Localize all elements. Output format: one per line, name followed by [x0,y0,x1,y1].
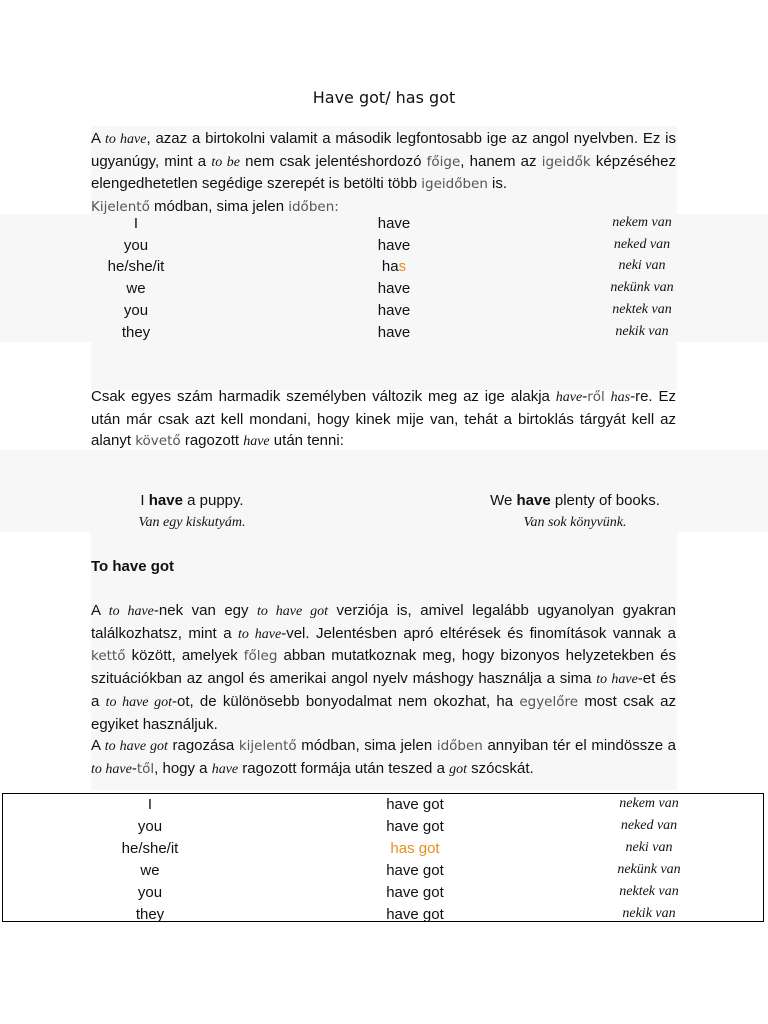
table-row: they have got nekik van [135,906,676,923]
example-sentence: I have a puppy. [140,492,244,509]
table-row: you have got neked van [137,818,678,835]
intro-paragraph: A to have, azaz a birtokolni valamit a második legfontosabb ige az angol nyelvben. Ez is ugyanúgy, mint a to be nem csak jelentéshordozó főige, hanem az igeidők képzéséhez elengedhetetlen segédige szerepét is betölti több igeidőben is. Kijelentő módban, sima jelen időben: [91,130,676,216]
example-translation: Van sok könyvünk. [523,515,627,530]
table-row: you have got nektek van [137,884,679,901]
table-row: he/she/it has got neki van [121,840,673,857]
example-translation: Van egy kiskutyám. [138,515,246,530]
explanation-paragraph: Csak egyes szám harmadik személyben változik meg az ige alakja have-ről has-re. Ez után már csak azt kell mondani, hogy kinek mije van, tehát a birtoklás tárgyát kell az alanyt követő ragozott have után tenni: [91,388,676,450]
to-have-got-paragraph: A to have-nek van egy to have got verziója is, amivel legalább ugyanolyan gyakran találkozhatsz, mint a to have-vel. Jelentésben apró eltérések és finomítások vannak a kettő között, amelyek főleg abban mutatkoznak meg, hogy bizonyos helyzetekben és szituációkban az angol és amerikai angol nyelv máshogy használja a sima to have-et és a to have got-ot, de különösebb bonyodalmat nem okozhat, ha egyelőre most csak az egyiket használjuk. A to have got ragozása kijelentő módban, sima jelen időben annyiban tér el mindössze a to have-től, hogy a have ragozott formája után teszed a got szócskát. [91,602,677,777]
table-row: we have nekünk van [126,280,674,297]
table-row: you have neked van [123,237,671,254]
table-row: he/she/it has neki van [107,258,666,275]
table-row: I have got nekem van [147,796,679,813]
table-row: we have got nekünk van [140,862,681,879]
table-row: they have nekik van [121,324,669,341]
example-sentence: We have plenty of books. [490,492,660,509]
table-row: you have nektek van [123,302,672,319]
page-title: Have got/ has got [312,88,456,107]
background-band [91,340,677,390]
section-heading: To have got [91,558,175,575]
table-row: I have nekem van [133,215,672,232]
